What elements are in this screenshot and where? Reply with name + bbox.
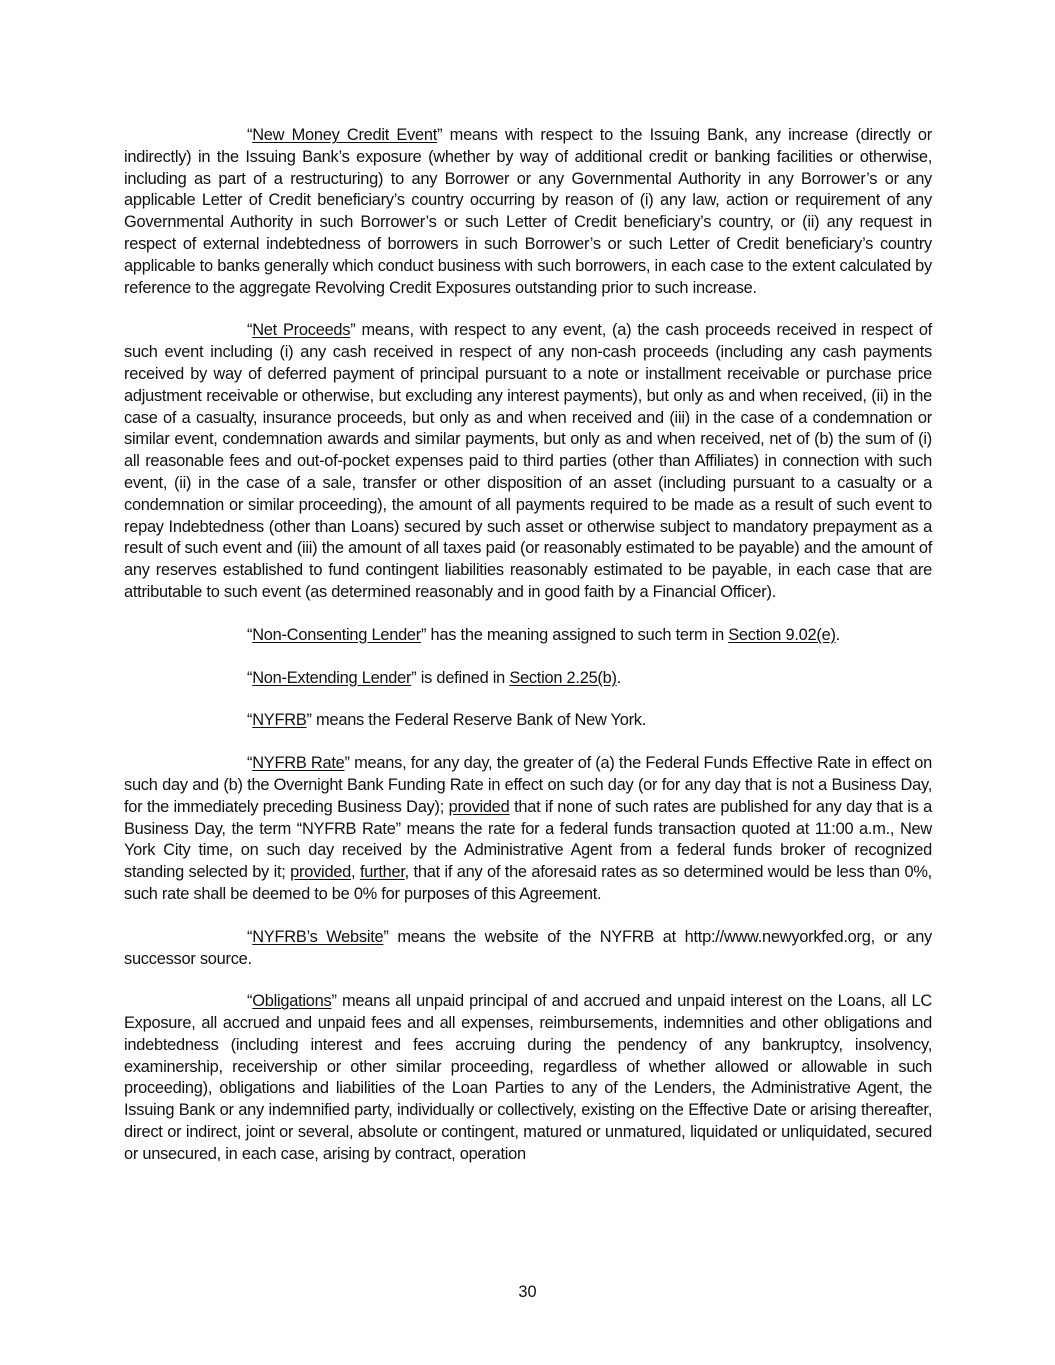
defined-term: NYFRB — [252, 711, 307, 730]
proviso-word: further — [359, 863, 405, 882]
page-number: 30 — [518, 1283, 537, 1301]
definition-text: has the meaning assigned to such term in — [426, 625, 729, 644]
defined-term: Net Proceeds — [252, 321, 351, 340]
proviso-word: provided — [290, 863, 352, 882]
proviso-word: provided — [448, 797, 510, 816]
section-reference: Section 2.25(b) — [509, 668, 617, 687]
defined-term: NYFRB Rate — [252, 754, 345, 773]
definition-nyfrb-website: “NYFRB’s Website” means the website of the NYFRB at http://www.newyorkfed.org, or any successor source. — [124, 927, 933, 968]
definition-text: means the website of the NYFRB at http://www.newyorkfed.org, or any successor source. — [124, 927, 933, 968]
definition-net-proceeds: “Net Proceeds” means, with respect to any event, (a) the cash proceeds received in respect of such event including (i) any cash received in respect of any non-cash proceeds (including any cash payments received by way of deferred payment of principal pursuant to a note or installment receivable or purchase price adjustment receivable or otherwise, but excluding any interest payments), but only as and when received, (ii) in the case of a casualty, insurance proceeds, but only as and when received and (iii) in the case of a condemnation or similar event, condemnation awards and similar payments, but only as and when received, net of (b) the sum of (i) all reasonable fees and out-of-pocket expenses paid to third parties (other than Affiliates) in connection with such event, (ii) in the case of a sale, transfer or other disposition of an asset (including pursuant to a casualty or a condemnation or similar proceeding), the amount of all payments required to be made as a result of such event to repay Indebtedness (other than Loans) secured by such asset or otherwise subject to mandatory prepayment as a result of such event and (iii) the amount of all taxes paid (or reasonably estimated to be payable) and the amount of any reserves established to fund contingent liabilities reasonably estimated to be payable, in each case that are attributable to such event (as determined reasonably and in good faith by a Financial Officer). — [124, 321, 932, 601]
section-reference: Section 9.02(e) — [728, 625, 836, 644]
defined-term: Non-Extending Lender — [252, 668, 412, 687]
definition-non-consenting-lender: “Non-Consenting Lender” has the meaning assigned to such term in Section 9.02(e). — [247, 625, 840, 644]
definition-text: means all unpaid principal of and accrued and unpaid interest on the Loans, all LC Exposure, all accrued and unpaid fees and all expenses, reimbursements, indemnities and other obligations and indebtedness (including interest and fees accruing during the pendency of any bankruptcy, insolvency, examinership, receivership or other similar proceeding, regardless of whether allowed or allowable in such proceeding), obligations and liabilities of the Loan Parties to any of the Lenders, the Administrative Agent, the Issuing Bank or any indemnified party, individually or collectively, existing on the Effective Date or arising thereafter, direct or indirect, joint or several, absolute or contingent, matured or unmatured, liquidated or unliquidated, secured or unsecured, in each case, arising by contract, operation — [124, 992, 932, 1163]
definition-new-money-credit-event: “New Money Credit Event” means with respect to the Issuing Bank, any increase (directly or indirectly) in the Issuing Bank’s exposure (whether by way of additional credit or banking facilities or otherwise, including as part of a restructuring) to any Borrower or any Governmental Authority in any Borrower’s or any applicable Letter of Credit beneficiary’s country occurring by reason of (i) any law, action or requirement of any Governmental Authority in such Borrower’s or such Letter of Credit beneficiary’s country, or (ii) any request in respect of external indebtedness of borrowers in such Borrower’s or such Letter of Credit beneficiary’s country applicable to banks generally which conduct business with such borrowers, in each case to the extent calculated by reference to the aggregate Revolving Credit Exposures outstanding prior to such increase. — [124, 126, 932, 297]
definition-text: means, with respect to any event, (a) the cash proceeds received in respect of such event including (i) any cash received in respect of any non-cash proceeds (including any cash payments received by way of deferred payment of principal pursuant to a note or installment receivable or purchase price adjustment receivable or otherwise, but excluding any interest payments), but only as and when received, (ii) in the case of a casualty, insurance proceeds, but only as and when received and (iii) in the case of a condemnation or similar event, condemnation awards and similar payments, but only as and when received, net of (b) the sum of (i) all reasonable fees and out-of-pocket expenses paid to third parties (other than Affiliates) in connection with such event, (ii) in the case of a sale, transfer or other disposition of an asset (including pursuant to a casualty or a condemnation or similar proceeding), the amount of all payments required to be made as a result of such event to repay Indebtedness (other than Loans) secured by such asset or otherwise subject to mandatory prepayment as a result of such event and (iii) the amount of all taxes paid (or reasonably estimated to be payable) and the amount of any reserves established to fund contingent liabilities reasonably estimated to be payable, in each case that are attributable to such event (as determined reasonably and in good faith by a Financial Officer). — [124, 321, 932, 601]
definition-text: is defined in — [416, 668, 510, 687]
defined-term: Non-Consenting Lender — [252, 625, 422, 644]
definition-obligations: “Obligations” means all unpaid principal of and accrued and unpaid interest on the Loans, all LC Exposure, all accrued and unpaid fees and all expenses, reimbursements, indemnities and other obligations and indebtedness (including interest and fees accruing during the pendency of any bankruptcy, insolvency, examinership, receivership or other similar proceeding, regardless of whether allowed or allowable in such proceeding), obligations and liabilities of the Loan Parties to any of the Lenders, the Administrative Agent, the Issuing Bank or any indemnified party, individually or collectively, existing on the Effective Date or arising thereafter, direct or indirect, joint or several, absolute or contingent, matured or unmatured, liquidated or unliquidated, secured or unsecured, in each case, arising by contract, operation — [124, 992, 932, 1163]
defined-term: Obligations — [252, 992, 332, 1011]
definition-non-extending-lender: “Non-Extending Lender” is defined in Section 2.25(b). — [247, 668, 622, 687]
definition-text: means, for any day, the greater of (a) the Federal Funds Effective Rate in effect on such day and (b) the Overnight Bank Funding Rate in effect on such day (or for any day that is not a Business Day, for the immediately preceding Business Day); — [124, 754, 932, 816]
definition-nyfrb: “NYFRB” means the Federal Reserve Bank of New York. — [247, 711, 647, 730]
definition-text: means the Federal Reserve Bank of New York. — [311, 711, 647, 730]
definition-text: means with respect to the Issuing Bank, any increase (directly or indirectly) in the Issuing Bank’s exposure (whether by way of additional credit or banking facilities or otherwise, including as part of a restructuring) to any Borrower or any Governmental Authority in any Borrower’s or any applicable Letter of Credit beneficiary’s country occurring by reason of (i) any law, action or requirement of any Governmental Authority in such Borrower’s or such Letter of Credit beneficiary’s country, or (ii) any request in respect of external indebtedness of borrowers in such Borrower’s or such Letter of Credit beneficiary’s country applicable to banks generally which conduct business with such borrowers, in each case to the extent calculated by reference to the aggregate Revolving Credit Exposures outstanding prior to such increase. — [124, 126, 932, 297]
defined-term: NYFRB’s Website — [252, 927, 384, 946]
definitions-body — [124, 125, 932, 1187]
defined-term: New Money Credit Event — [252, 126, 438, 144]
definition-nyfrb-rate: “NYFRB Rate” means, for any day, the greater of (a) the Federal Funds Effective Rate in effect on such day and (b) the Overnight Bank Funding Rate in effect on such day (or for any day that is not a Business Day, for the immediately preceding Business Day); provided that if none of such rates are published for any day that is a Business Day, the term “NYFRB Rate” means the rate for a federal funds transaction quoted at 11:00 a.m., New York City time, on such day received by the Administrative Agent from a federal funds broker of recognized standing selected by it; provided, further, that if any of the aforesaid rates as so determined would be less than 0%, such rate shall be deemed to be 0% for purposes of this Agreement. — [124, 754, 932, 903]
